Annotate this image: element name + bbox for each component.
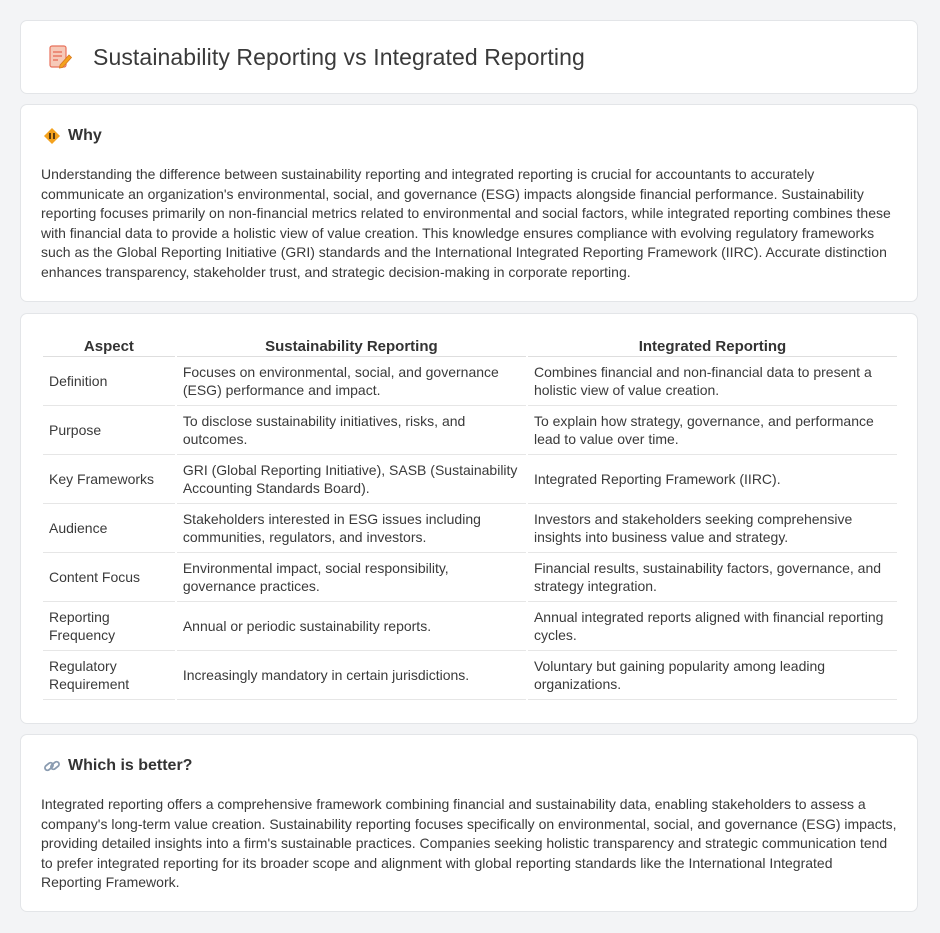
row-sustainability: GRI (Global Reporting Initiative), SASB (Sustainability Accounting Standards Board). bbox=[177, 455, 526, 504]
table-row bbox=[43, 357, 897, 406]
better-text: Integrated reporting offers a comprehensive framework combining financial and sustainability data, enabling stakeholders to assess a company's long-term value creation. Sustainability reporting focuses specifically on environmental, social, and governance (ESG) impacts, providing detailed insights into a firm's sustainable practices. Companies seeking holistic transparency and strategic communication tend to prefer integrated reporting for its broader scope and alignment with global reporting standards like the International Integrated Reporting Framework. bbox=[41, 796, 897, 890]
table-row bbox=[43, 504, 897, 553]
table-row bbox=[43, 553, 897, 602]
table-row bbox=[43, 602, 897, 651]
row-integrated: Combines financial and non-financial data to present a holistic view of value creation. bbox=[528, 357, 897, 406]
table-row bbox=[43, 651, 897, 700]
why-text: Understanding the difference between sustainability reporting and integrated reporting is crucial for accountants to accurately communicate an organization's environmental, social, and governance (ESG) impacts alongside financial performance. Sustainability reporting focuses primarily on non-financial metrics related to environmental and social factors, while integrated reporting combines these with financial data to provide a holistic view of value creation. This knowledge ensures compliance with evolving regulatory frameworks such as the Global Reporting Initiative (GRI) standards and the International Integrated Reporting Framework (IIRC). Accurate distinction enhances transparency, stakeholder trust, and strategic decision-making in corporate reporting. bbox=[41, 166, 891, 280]
why-heading: Why bbox=[68, 127, 102, 144]
better-heading-row bbox=[43, 757, 192, 775]
row-integrated: Financial results, sustainability factors, governance, and strategy integration. bbox=[528, 553, 897, 602]
row-integrated: Investors and stakeholders seeking comprehensive insights into business value and strategy. bbox=[528, 504, 897, 553]
link-icon bbox=[43, 757, 61, 775]
row-sustainability: To disclose sustainability initiatives, risks, and outcomes. bbox=[177, 406, 526, 455]
row-sustainability: Focuses on environmental, social, and governance (ESG) performance and impact. bbox=[177, 357, 526, 406]
why-heading-row bbox=[43, 127, 102, 145]
document-pencil-icon bbox=[47, 43, 73, 71]
page-title: Sustainability Reporting vs Integrated Reporting bbox=[93, 43, 585, 70]
better-heading: Which is better? bbox=[68, 757, 193, 774]
row-integrated: Voluntary but gaining popularity among leading organizations. bbox=[528, 651, 897, 700]
diamond-warning-icon bbox=[43, 127, 61, 145]
row-sustainability: Increasingly mandatory in certain jurisdictions. bbox=[177, 651, 526, 700]
row-aspect: Key Frameworks bbox=[43, 455, 175, 504]
table-row bbox=[43, 455, 897, 504]
why-card bbox=[20, 104, 918, 302]
row-aspect: Content Focus bbox=[43, 553, 175, 602]
header-aspect: Aspect bbox=[43, 336, 175, 357]
comparison-table bbox=[41, 336, 899, 700]
title-row bbox=[47, 43, 585, 71]
table-row bbox=[43, 406, 897, 455]
row-sustainability: Annual or periodic sustainability reports. bbox=[177, 602, 526, 651]
row-integrated: Annual integrated reports aligned with financial reporting cycles. bbox=[528, 602, 897, 651]
table-header-row bbox=[43, 336, 897, 357]
row-aspect: Regulatory Requirement bbox=[43, 651, 175, 700]
row-aspect: Purpose bbox=[43, 406, 175, 455]
header-sustainability: Sustainability Reporting bbox=[177, 336, 526, 357]
header-integrated: Integrated Reporting bbox=[528, 336, 897, 357]
row-sustainability: Stakeholders interested in ESG issues including communities, regulators, and investors. bbox=[177, 504, 526, 553]
comparison-card bbox=[20, 313, 918, 724]
row-integrated: Integrated Reporting Framework (IIRC). bbox=[528, 455, 897, 504]
row-aspect: Reporting Frequency bbox=[43, 602, 175, 651]
row-aspect: Audience bbox=[43, 504, 175, 553]
better-card bbox=[20, 734, 918, 912]
row-sustainability: Environmental impact, social responsibility, governance practices. bbox=[177, 553, 526, 602]
row-aspect: Definition bbox=[43, 357, 175, 406]
title-card bbox=[20, 20, 918, 94]
row-integrated: To explain how strategy, governance, and performance lead to value over time. bbox=[528, 406, 897, 455]
